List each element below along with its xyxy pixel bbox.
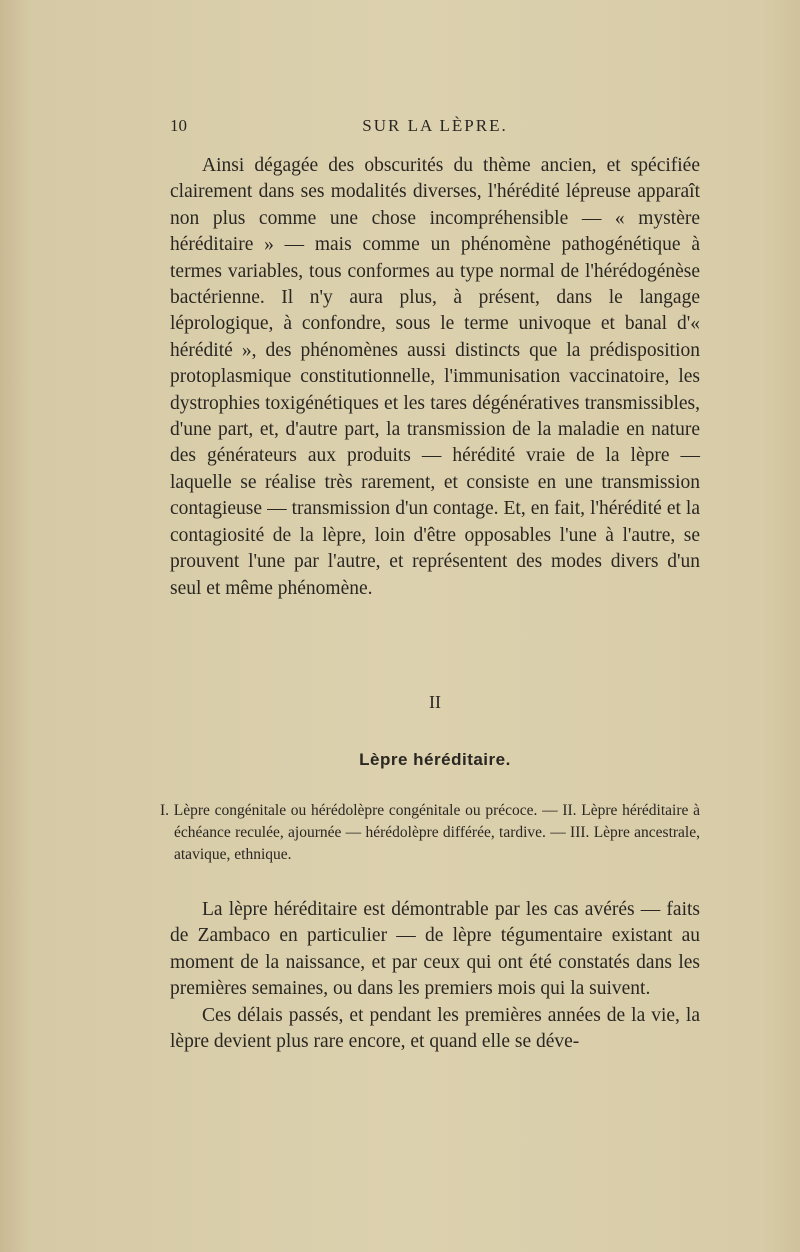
summary-text: I. Lèpre congénitale ou hérédolèpre congénitale ou précoce. — II. Lèpre héréditaire à échéance reculée, ajournée — hérédolèpre différée, tardive. — III. Lèpre ancestrale, atavique, ethnique.	[160, 802, 700, 863]
section-title: Lèpre héréditaire.	[359, 750, 511, 769]
page-number: 10	[170, 116, 187, 135]
section-number: II	[429, 692, 441, 712]
section-summary	[160, 800, 700, 866]
page-header	[170, 116, 700, 140]
paragraph-2: La lèpre héréditaire est démontrable par les cas avérés — faits de Zambaco en particulier — de lèpre tégumentaire existant au moment de la naissance, et par ceux qui ont été constatés dans les premières semaines, ou dans les premiers mois qui la suivent.	[170, 899, 700, 1000]
section-body	[170, 897, 700, 1055]
paragraph-1: Ainsi dégagée des obscurités du thème ancien, et spécifiée clairement dans ses modalités diverses, l'hérédité lépreuse apparaît non plus comme une chose incompréhensible — « mystère héréditaire » — mais comme un phénomène pathogénétique à termes variables, tous conformes au type normal de l'hérédogénèse bactérienne. Il n'y aura plus, à présent, dans le langage léprologique, à confondre, sous le terme univoque et banal d'« hérédité », des phénomènes aussi distincts que la prédisposition protoplasmique constitutionnelle, l'immunisation vaccinatoire, les dystrophies toxigénétiques et les tares dégénératives transmissibles, d'une part, et, d'autre part, la transmission de la maladie en nature des générateurs aux produits — hérédité vraie de la lèpre — laquelle se réalise très rarement, et consiste en une transmission contagieuse — transmission d'un contage. Et, en fait, l'hérédité et la contagiosité de la lèpre, loin d'être opposables l'une à l'autre, se prouvent l'une par l'autre, et représentent des modes divers d'un seul et même phénomène.	[170, 155, 700, 599]
paragraph-heredity-summary	[170, 153, 700, 602]
paragraph-3: Ces délais passés, et pendant les premières années de la vie, la lèpre devient plus rare encore, et quand elle se déve-	[170, 1004, 700, 1053]
running-title: SUR LA LÈPRE.	[362, 116, 508, 135]
